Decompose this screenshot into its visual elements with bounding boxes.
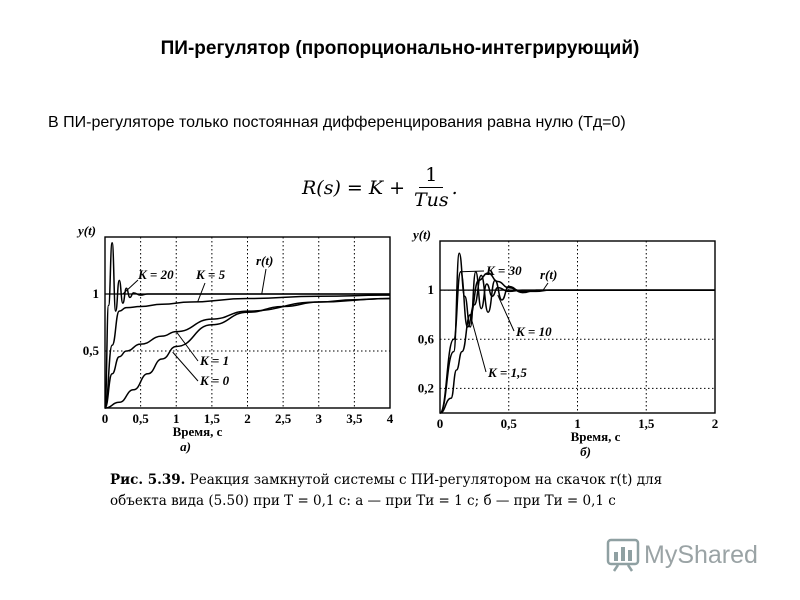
series-label-2: K = 1 (200, 353, 230, 368)
x-axis-label: Время, с (172, 424, 223, 439)
y-tick-label: 0,6 (417, 331, 434, 347)
x-tick-label: 3,5 (346, 411, 363, 426)
x-tick-label: 1 (574, 416, 581, 431)
logo-text: MyShared (644, 540, 758, 569)
bar-chart-logo-icon (606, 538, 640, 572)
series-leader-3 (543, 283, 548, 290)
series-label-0: K = 20 (138, 267, 174, 282)
y-tick-label: 1 (92, 286, 99, 301)
panel-label: б) (580, 444, 591, 459)
figure-caption (110, 470, 710, 512)
myshared-logo (606, 538, 758, 572)
series-label-2: K = 1,5 (488, 365, 527, 380)
series-label-4: r(t) (256, 253, 274, 268)
series-label-0: K = 30 (486, 263, 522, 278)
series-leader-2 (470, 315, 486, 372)
x-tick-label: 0 (436, 416, 444, 431)
y-tick-label: 0,2 (417, 380, 434, 396)
transfer-function-formula (302, 164, 458, 211)
caption-text: Реакция замкнутой системы с ПИ-регулятором на скачок r(t) для объекта вида (5.50) при T = 0,1 с: а — при Tи = 1 с; б — при Tи = 0,1 с (110, 472, 663, 509)
caption-label: Рис. 5.39. (110, 472, 186, 488)
page-title: ПИ-регулятор (пропорционально-интегрирующий) (160, 38, 640, 59)
series-leader-0 (123, 280, 138, 294)
x-tick-label: 2 (711, 416, 719, 431)
x-tick-label: 2 (244, 411, 251, 426)
x-tick-label: 0,5 (500, 416, 517, 431)
series-leader-1 (498, 295, 514, 331)
formula-plus: + (389, 176, 405, 199)
series-leader-4 (262, 269, 266, 294)
formula-lhs: R(s) = K (302, 176, 384, 199)
x-tick-label: 1,5 (638, 416, 655, 431)
y-tick-label: 0,5 (82, 343, 99, 358)
y-axis-label: y(t) (412, 227, 432, 242)
formula-dot: . (451, 176, 458, 199)
x-tick-label: 1,5 (203, 411, 220, 426)
series-label-1: K = 5 (196, 267, 226, 282)
series-label-3: r(t) (540, 267, 558, 282)
series-label-1: K = 10 (516, 324, 552, 339)
y-tick-label: 1 (427, 282, 434, 298)
x-tick-label: 0 (101, 411, 109, 426)
formula-fraction (414, 164, 449, 211)
x-axis-label: Время, с (570, 429, 621, 444)
x-tick-label: 3 (315, 411, 322, 426)
chart-panel-b (410, 225, 740, 465)
formula-numerator: 1 (419, 164, 443, 188)
panel-label: а) (180, 439, 191, 454)
page-subtitle: В ПИ-регуляторе только постоянная дифференцирования равна нулю (Тд=0) (48, 114, 626, 131)
chart-panel-a (60, 225, 405, 465)
x-tick-label: 0,5 (132, 411, 149, 426)
x-tick-label: 1 (173, 411, 180, 426)
series-leader-0 (461, 271, 484, 272)
series-leader-1 (198, 283, 205, 302)
y-axis-label: y(t) (77, 225, 97, 238)
plot-frame (440, 241, 715, 413)
formula-denominator: Tиs (414, 189, 449, 211)
x-tick-label: 2,5 (275, 411, 292, 426)
x-tick-label: 4 (386, 411, 394, 426)
series-label-3: K = 0 (200, 373, 230, 388)
